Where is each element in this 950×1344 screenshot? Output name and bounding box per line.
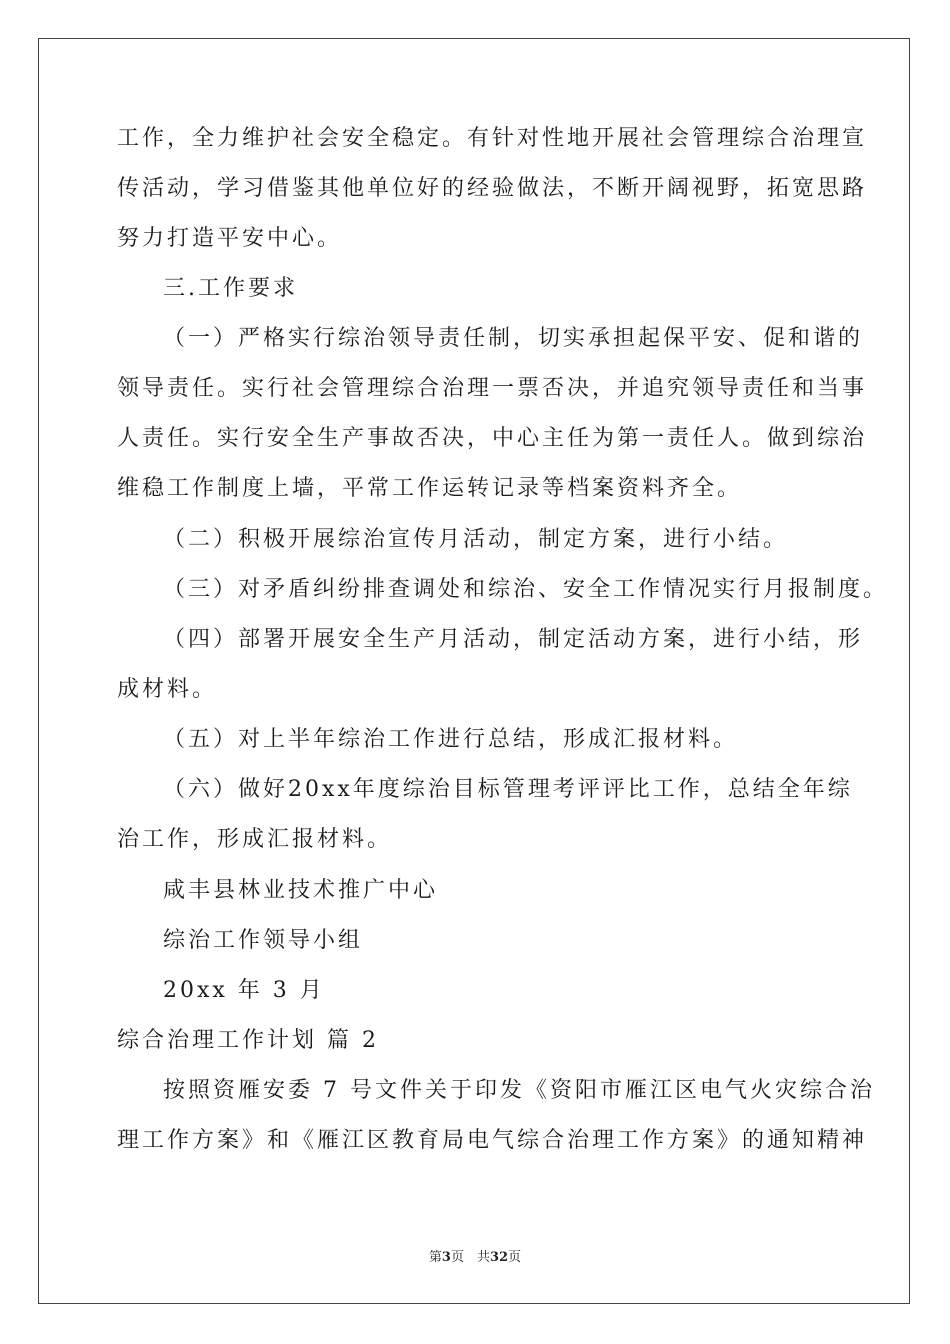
paragraph-line: 努力打造平安中心。	[117, 226, 343, 251]
paragraph-line: （四）部署开展安全生产月活动，制定活动方案，进行小结，形	[163, 627, 864, 652]
paragraph-line: （六）做好20xx年度综治目标管理考评评比工作，总结全年综	[163, 777, 853, 802]
paragraph-line: 领导责任。实行社会管理综合治理一票否决，并追究领导责任和当事	[117, 376, 868, 401]
signature-date: 20xx 年 3 月	[163, 978, 325, 1003]
page-footer	[0, 1246, 950, 1265]
paragraph-line: 维稳工作制度上墙，平常工作运转记录等档案资料齐全。	[117, 476, 743, 501]
footer-prefix: 第	[428, 1250, 442, 1265]
footer-total-pages: 32	[489, 1250, 509, 1265]
paragraph-line: 成材料。	[117, 677, 218, 702]
footer-suffix: 页	[508, 1250, 522, 1265]
paragraph-line: （一）严格实行综治领导责任制，切实承担起保平安、促和谐的	[163, 326, 864, 351]
paragraph-line: 人责任。实行安全生产事故否决，中心主任为第一责任人。做到综治	[117, 426, 868, 451]
paragraph-line: 按照资雁安委 7 号文件关于印发《资阳市雁江区电气火灾综合治	[163, 1078, 875, 1103]
signature-group: 综治工作领导小组	[163, 928, 364, 953]
paragraph-line: 工作，全力维护社会安全稳定。有针对性地开展社会管理综合治理宣	[117, 126, 868, 151]
paragraph-line: （二）积极开展综治宣传月活动，制定方案，进行小结。	[163, 527, 789, 552]
footer-mid: 页 共	[450, 1250, 490, 1265]
paragraph-line: 理工作方案》和《雁江区教育局电气综合治理工作方案》的通知精神	[117, 1128, 868, 1153]
footer-page-number: 3	[441, 1250, 451, 1265]
signature-organization: 咸丰县林业技术推广中心	[163, 878, 439, 903]
paragraph-line: （五）对上半年综治工作进行总结，形成汇报材料。	[163, 727, 739, 752]
paragraph-line: （三）对矛盾纠纷排查调处和综治、安全工作情况实行月报制度。	[163, 577, 889, 602]
paragraph-line: 传活动，学习借鉴其他单位好的经验做法，不断开阔视野，拓宽思路	[117, 176, 868, 201]
paragraph-line: 治工作，形成汇报材料。	[117, 827, 393, 852]
article-heading: 综合治理工作计划 篇 2	[117, 1028, 379, 1053]
section-heading: 三.工作要求	[163, 276, 298, 301]
